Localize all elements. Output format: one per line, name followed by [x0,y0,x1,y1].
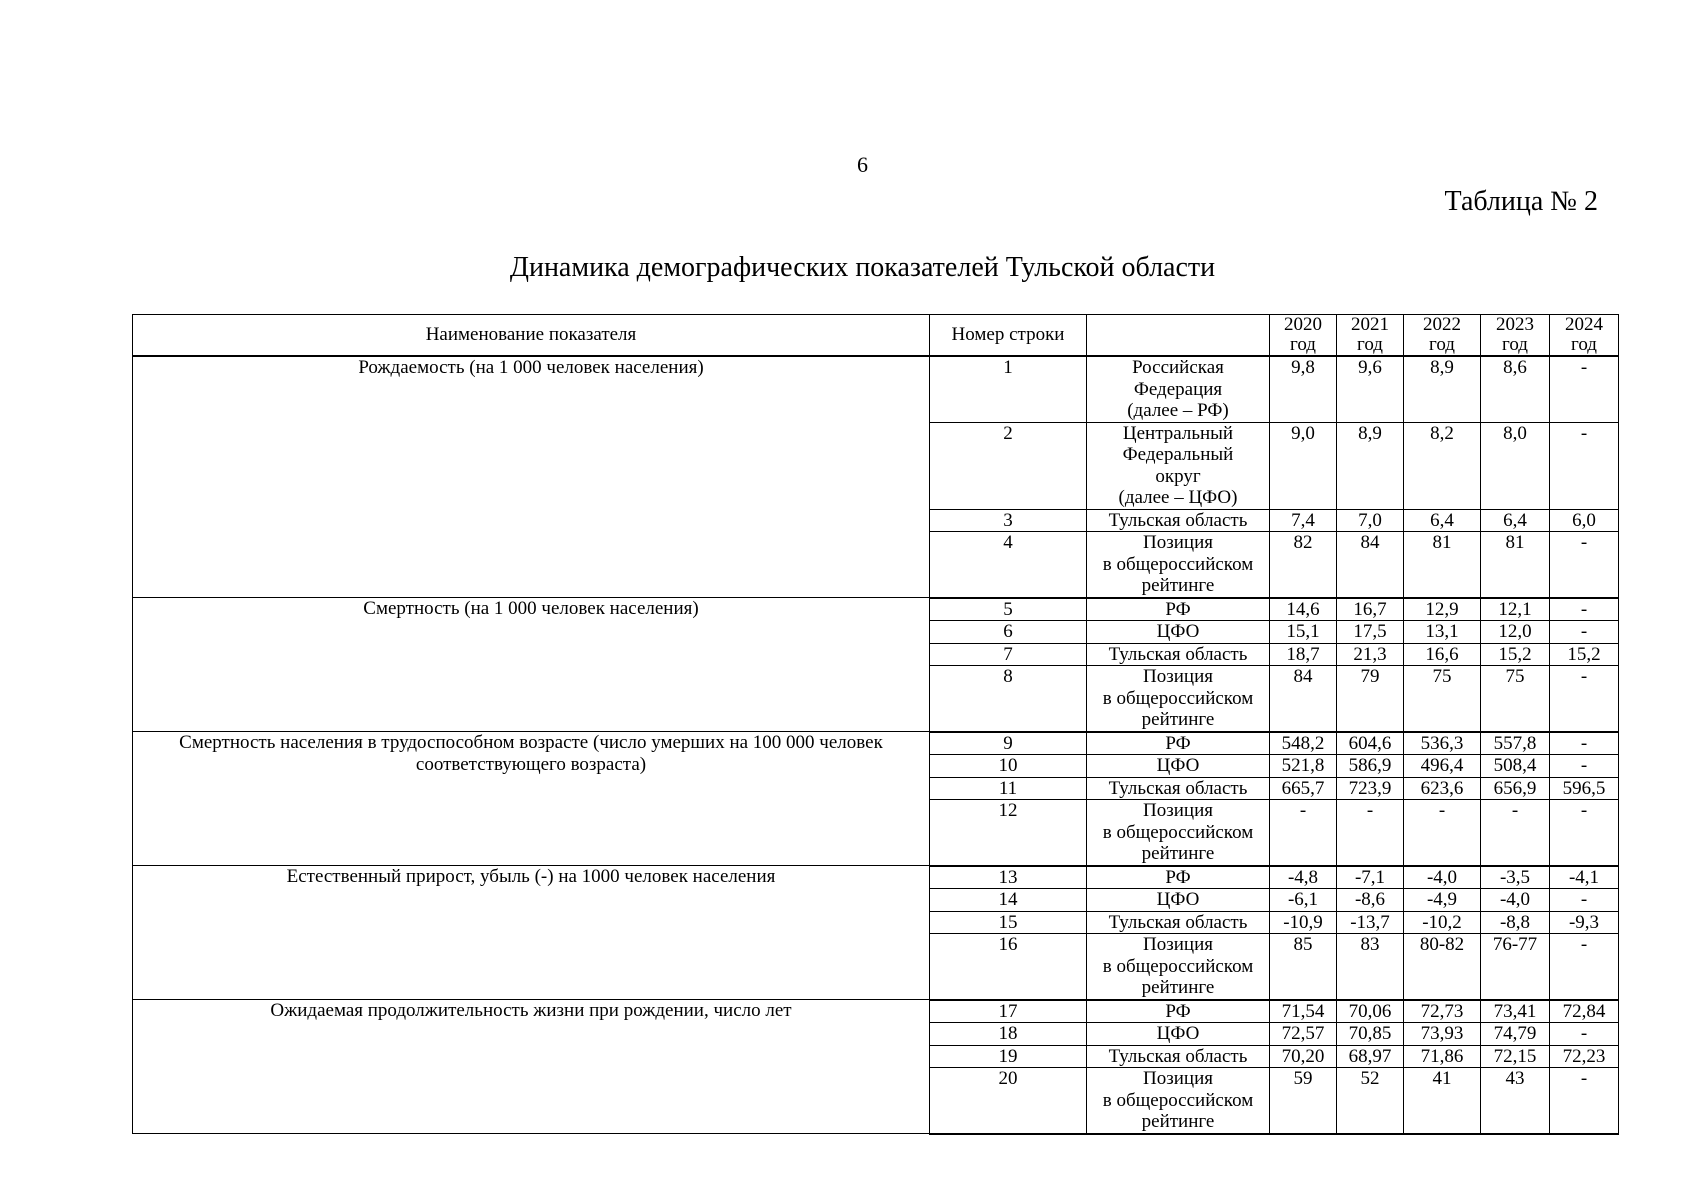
value-cell: - [1550,1023,1619,1046]
value-cell: 15,2 [1481,643,1550,666]
value-cell: 12,1 [1481,598,1550,621]
row-number: 18 [930,1023,1087,1046]
value-cell: - [1550,422,1619,509]
value-cell: -7,1 [1337,866,1404,889]
table-row [133,1000,1619,1023]
region-name: Позиция в общероссийском рейтинге [1087,666,1270,732]
indicator-name: Естественный прирост, убыль (-) на 1000 человек населения [133,866,930,1000]
header-row [133,315,1619,357]
row-number: 19 [930,1045,1087,1068]
value-cell: 8,9 [1404,356,1481,422]
value-cell: - [1550,934,1619,1000]
region-name: Позиция в общероссийском рейтинге [1087,934,1270,1000]
row-number: 20 [930,1068,1087,1134]
value-cell: 12,9 [1404,598,1481,621]
value-cell: 84 [1270,666,1337,732]
header-indicator: Наименование показателя [133,315,930,357]
value-cell: 7,0 [1337,509,1404,532]
row-number: 17 [930,1000,1087,1023]
value-cell: 15,1 [1270,621,1337,644]
page-number: 6 [857,152,868,177]
value-cell: -8,6 [1337,889,1404,912]
header-row-number: Номер строки [930,315,1087,357]
value-cell: 16,7 [1337,598,1404,621]
region-name: Тульская область [1087,1045,1270,1068]
value-cell: 656,9 [1481,777,1550,800]
value-cell: 68,97 [1337,1045,1404,1068]
document-title: Динамика демографических показателей Тульской области [509,252,1216,283]
row-number: 15 [930,911,1087,934]
value-cell: 6,4 [1481,509,1550,532]
value-cell: - [1550,532,1619,598]
value-cell: 81 [1481,532,1550,598]
value-cell: 74,79 [1481,1023,1550,1046]
value-cell: - [1550,666,1619,732]
value-cell: 70,20 [1270,1045,1337,1068]
value-cell: 72,84 [1550,1000,1619,1023]
value-cell: 586,9 [1337,755,1404,778]
value-cell: - [1550,1068,1619,1134]
value-cell: -13,7 [1337,911,1404,934]
value-cell: 12,0 [1481,621,1550,644]
value-cell: 496,4 [1404,755,1481,778]
value-cell: 665,7 [1270,777,1337,800]
row-number: 13 [930,866,1087,889]
value-cell: 623,6 [1404,777,1481,800]
value-cell: 73,93 [1404,1023,1481,1046]
header-year-2022: 2022 год [1404,315,1481,357]
value-cell: 70,85 [1337,1023,1404,1046]
value-cell: 79 [1337,666,1404,732]
region-name: Российская Федерация (далее – РФ) [1087,356,1270,422]
value-cell: - [1337,800,1404,866]
value-cell: 43 [1481,1068,1550,1134]
row-number: 5 [930,598,1087,621]
indicator-name: Смертность (на 1 000 человек населения) [133,598,930,732]
value-cell: 83 [1337,934,1404,1000]
value-cell: 41 [1404,1068,1481,1134]
demographics-table [132,314,1619,1135]
value-cell: 6,0 [1550,509,1619,532]
value-cell: 81 [1404,532,1481,598]
value-cell: 16,6 [1404,643,1481,666]
row-number: 7 [930,643,1087,666]
value-cell: -10,2 [1404,911,1481,934]
indicator-name: Смертность населения в трудоспособном возрасте (число умерших на 100 000 человек соответствующего возраста) [133,732,930,866]
value-cell: 52 [1337,1068,1404,1134]
value-cell: -6,1 [1270,889,1337,912]
table-row [133,866,1619,889]
value-cell: 8,0 [1481,422,1550,509]
value-cell: - [1550,755,1619,778]
region-name: РФ [1087,1000,1270,1023]
header-year-2023: 2023 год [1481,315,1550,357]
indicator-name: Рождаемость (на 1 000 человек населения) [133,356,930,598]
value-cell: -4,0 [1481,889,1550,912]
value-cell: 596,5 [1550,777,1619,800]
region-name: Тульская область [1087,911,1270,934]
value-cell: 75 [1404,666,1481,732]
value-cell: 15,2 [1550,643,1619,666]
value-cell: - [1550,598,1619,621]
header-year-2020: 2020 год [1270,315,1337,357]
region-name: ЦФО [1087,1023,1270,1046]
value-cell: 8,6 [1481,356,1550,422]
value-cell: 8,2 [1404,422,1481,509]
table-row [133,356,1619,422]
row-number: 8 [930,666,1087,732]
value-cell: 21,3 [1337,643,1404,666]
table-row [133,598,1619,621]
row-number: 1 [930,356,1087,422]
header-region [1087,315,1270,357]
value-cell: - [1550,732,1619,755]
table-row [133,732,1619,755]
table-caption: Таблица № 2 [1444,186,1598,217]
value-cell: -4,1 [1550,866,1619,889]
value-cell: 73,41 [1481,1000,1550,1023]
row-number: 4 [930,532,1087,598]
row-number: 11 [930,777,1087,800]
value-cell: 548,2 [1270,732,1337,755]
value-cell: -4,9 [1404,889,1481,912]
row-number: 14 [930,889,1087,912]
value-cell: 82 [1270,532,1337,598]
value-cell: - [1550,889,1619,912]
region-name: ЦФО [1087,755,1270,778]
value-cell: 85 [1270,934,1337,1000]
value-cell: 604,6 [1337,732,1404,755]
value-cell: -4,8 [1270,866,1337,889]
row-number: 2 [930,422,1087,509]
value-cell: 59 [1270,1068,1337,1134]
value-cell: 14,6 [1270,598,1337,621]
value-cell: - [1404,800,1481,866]
row-number: 16 [930,934,1087,1000]
value-cell: 9,8 [1270,356,1337,422]
row-number: 3 [930,509,1087,532]
value-cell: - [1481,800,1550,866]
value-cell: 70,06 [1337,1000,1404,1023]
region-name: РФ [1087,866,1270,889]
value-cell: 557,8 [1481,732,1550,755]
value-cell: 723,9 [1337,777,1404,800]
value-cell: -8,8 [1481,911,1550,934]
region-name: Позиция в общероссийском рейтинге [1087,1068,1270,1134]
region-name: Позиция в общероссийском рейтинге [1087,800,1270,866]
value-cell: 8,9 [1337,422,1404,509]
value-cell: - [1550,621,1619,644]
value-cell: 508,4 [1481,755,1550,778]
value-cell: 72,57 [1270,1023,1337,1046]
value-cell: - [1270,800,1337,866]
region-name: Тульская область [1087,777,1270,800]
value-cell: - [1550,356,1619,422]
region-name: Центральный Федеральный округ (далее – ЦФО) [1087,422,1270,509]
value-cell: 18,7 [1270,643,1337,666]
row-number: 10 [930,755,1087,778]
row-number: 9 [930,732,1087,755]
value-cell: 71,54 [1270,1000,1337,1023]
header-year-2021: 2021 год [1337,315,1404,357]
value-cell: -4,0 [1404,866,1481,889]
value-cell: 72,23 [1550,1045,1619,1068]
value-cell: 71,86 [1404,1045,1481,1068]
value-cell: -3,5 [1481,866,1550,889]
value-cell: 75 [1481,666,1550,732]
value-cell: 72,15 [1481,1045,1550,1068]
region-name: Тульская область [1087,643,1270,666]
region-name: Позиция в общероссийском рейтинге [1087,532,1270,598]
region-name: РФ [1087,598,1270,621]
value-cell: 80-82 [1404,934,1481,1000]
value-cell: 17,5 [1337,621,1404,644]
region-name: Тульская область [1087,509,1270,532]
value-cell: -9,3 [1550,911,1619,934]
region-name: РФ [1087,732,1270,755]
value-cell: 521,8 [1270,755,1337,778]
region-name: ЦФО [1087,889,1270,912]
region-name: ЦФО [1087,621,1270,644]
header-year-2024: 2024 год [1550,315,1619,357]
value-cell: 13,1 [1404,621,1481,644]
value-cell: 84 [1337,532,1404,598]
row-number: 6 [930,621,1087,644]
value-cell: 536,3 [1404,732,1481,755]
indicator-name: Ожидаемая продолжительность жизни при рождении, число лет [133,1000,930,1134]
value-cell: -10,9 [1270,911,1337,934]
value-cell: 9,6 [1337,356,1404,422]
row-number: 12 [930,800,1087,866]
value-cell: 72,73 [1404,1000,1481,1023]
value-cell: 6,4 [1404,509,1481,532]
value-cell: - [1550,800,1619,866]
value-cell: 9,0 [1270,422,1337,509]
value-cell: 7,4 [1270,509,1337,532]
value-cell: 76-77 [1481,934,1550,1000]
